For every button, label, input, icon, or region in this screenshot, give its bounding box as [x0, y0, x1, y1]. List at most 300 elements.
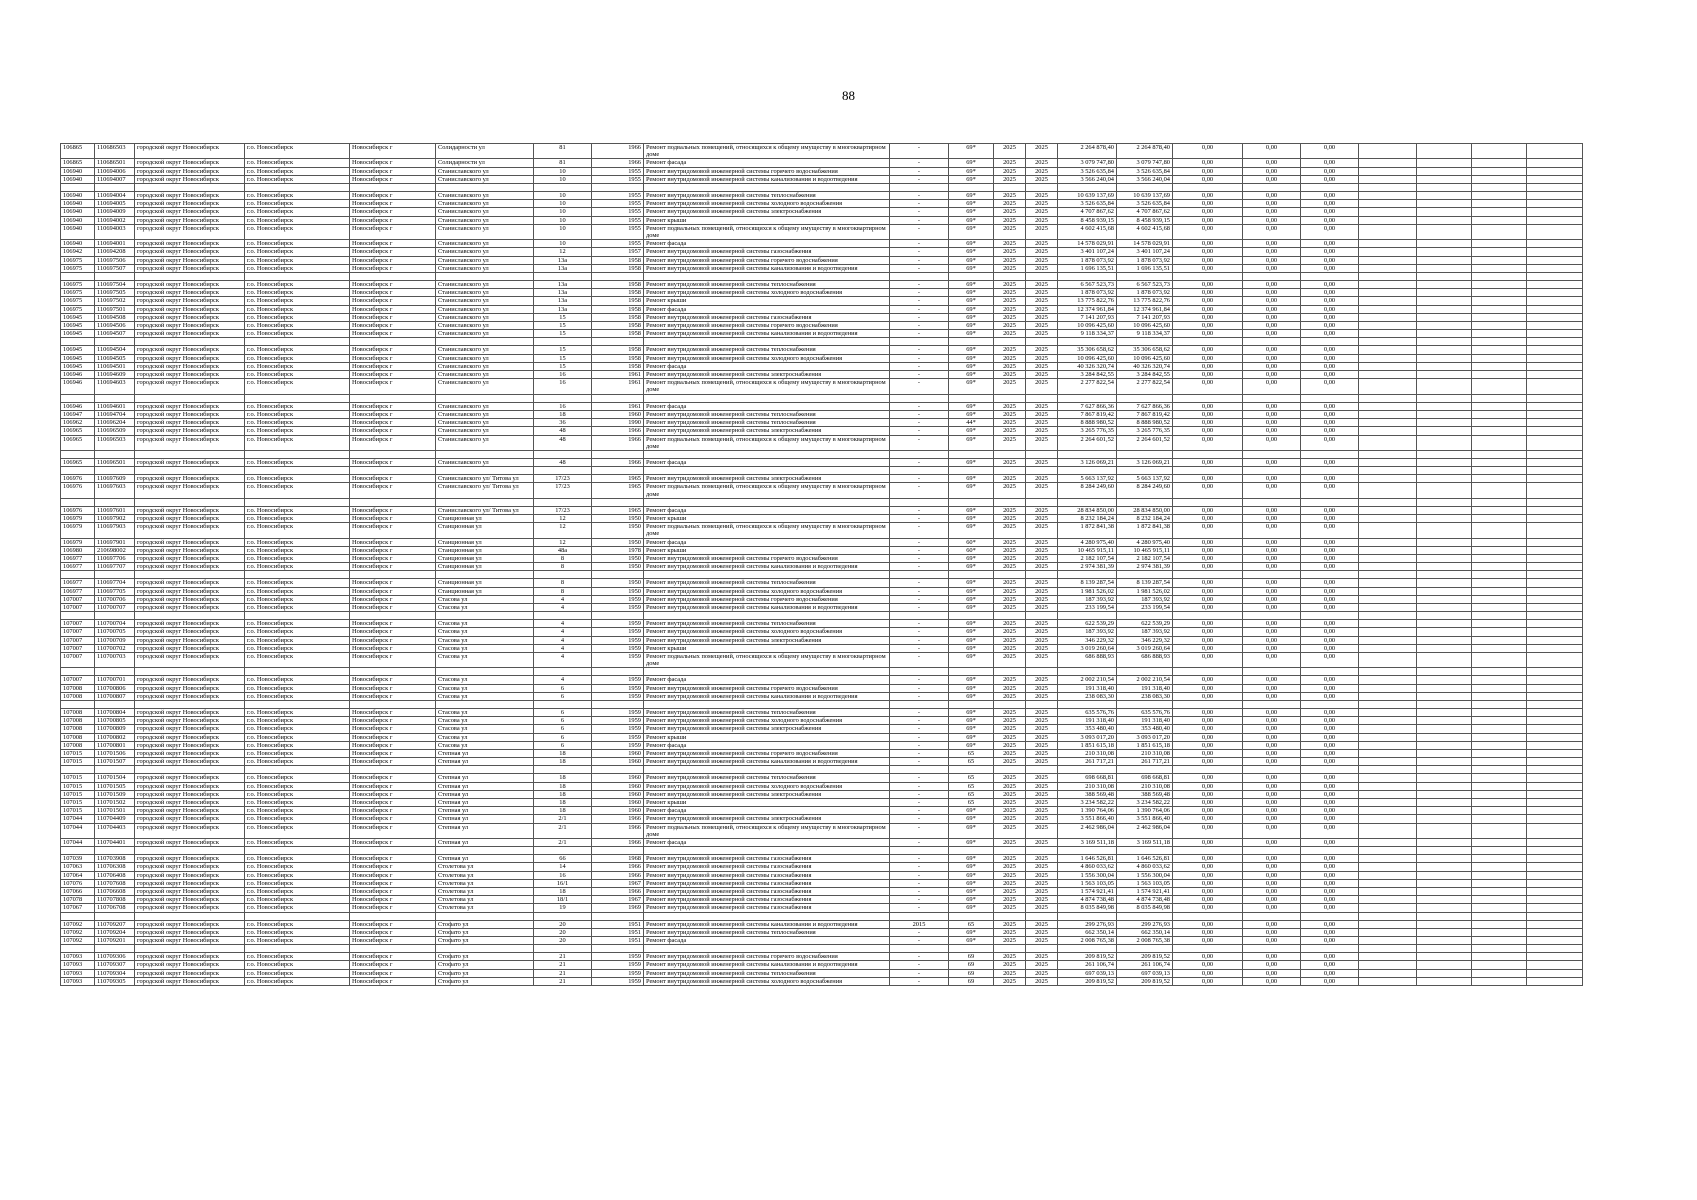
table-cell: городской округ Новосибирск	[135, 435, 245, 450]
table-cell: Станционная ул	[436, 579, 534, 587]
table-cell: 110700809	[95, 725, 135, 733]
empty-cell	[1417, 313, 1472, 321]
empty-cell	[61, 700, 95, 708]
table-cell: 110696204	[95, 419, 135, 427]
table-cell: 18	[534, 410, 592, 418]
table-cell: -	[890, 371, 949, 379]
table-cell: Станционная ул	[436, 514, 534, 522]
empty-cell	[1359, 506, 1417, 514]
table-cell: Новосибирск г	[350, 483, 436, 498]
empty-cell	[1472, 920, 1527, 928]
table-cell: 0,00	[1301, 322, 1359, 330]
table-cell: 1 556 300,04	[1058, 871, 1117, 879]
table-cell: 2025	[994, 354, 1026, 362]
empty-cell	[1417, 587, 1472, 595]
empty-cell	[1173, 450, 1243, 458]
empty-cell	[1527, 636, 1583, 644]
table-cell: 6	[534, 692, 592, 700]
empty-cell	[1359, 733, 1417, 741]
table-cell: 0,00	[1301, 371, 1359, 379]
table-cell: Степная ул	[436, 782, 534, 790]
table-cell: 0,00	[1243, 717, 1301, 725]
empty-cell	[436, 766, 534, 774]
table-cell: 0,00	[1301, 458, 1359, 466]
table-cell: 187 393,92	[1117, 628, 1173, 636]
table-cell: Станиславского ул	[436, 362, 534, 370]
empty-cell	[949, 184, 994, 192]
table-cell: 1 981 526,02	[1058, 587, 1117, 595]
table-cell: 20	[534, 920, 592, 928]
table-cell: городской округ Новосибирск	[135, 896, 245, 904]
table-cell: 261 717,21	[1058, 758, 1117, 766]
table-row	[61, 879, 1583, 887]
table-cell: 36	[534, 419, 592, 427]
table-cell: Ремонт фасада	[644, 240, 890, 248]
empty-cell	[592, 847, 644, 855]
table-cell: 69*	[949, 725, 994, 733]
table-cell: Новосибирск г	[350, 297, 436, 305]
empty-cell	[1117, 467, 1173, 475]
table-cell: 2025	[1026, 758, 1058, 766]
table-cell: 8 035 849,98	[1117, 904, 1173, 912]
table-cell: 0,00	[1243, 379, 1301, 394]
table-cell: 1959	[592, 603, 644, 611]
table-row	[61, 167, 1583, 175]
empty-cell	[1527, 571, 1583, 579]
table-cell: 1958	[592, 305, 644, 313]
table-cell: 0,00	[1173, 782, 1243, 790]
table-cell: городской округ Новосибирск	[135, 937, 245, 945]
table-cell: 2025	[994, 297, 1026, 305]
table-cell: 0,00	[1243, 144, 1301, 159]
table-cell: 110706308	[95, 863, 135, 871]
table-cell: Новосибирск г	[350, 330, 436, 338]
empty-cell	[436, 467, 534, 475]
table-cell: 10 096 425,60	[1117, 322, 1173, 330]
table-cell: 2025	[1026, 554, 1058, 562]
table-cell: -	[890, 725, 949, 733]
table-cell: 10	[534, 175, 592, 183]
table-cell: 2025	[994, 708, 1026, 716]
table-cell: 0,00	[1243, 855, 1301, 863]
table-cell: 0,00	[1243, 807, 1301, 815]
table-cell: 10	[534, 208, 592, 216]
table-cell: 0,00	[1173, 717, 1243, 725]
table-cell: 238 083,30	[1117, 692, 1173, 700]
table-cell: г.о. Новосибирск	[245, 855, 350, 863]
table-cell: Новосибирск г	[350, 758, 436, 766]
table-cell: 69*	[949, 216, 994, 224]
table-cell: 0,00	[1243, 240, 1301, 248]
table-cell: 2025	[1026, 717, 1058, 725]
table-cell: Стасова ул	[436, 708, 534, 716]
table-cell: Ремонт внутридомовой инженерной системы газоснабжения	[644, 863, 890, 871]
empty-cell	[1472, 224, 1527, 239]
empty-cell	[1527, 379, 1583, 394]
empty-cell	[1359, 362, 1417, 370]
empty-cell	[1058, 945, 1117, 953]
table-cell: Ремонт внутридомовой инженерной системы электроснабжения	[644, 790, 890, 798]
table-cell: 0,00	[1173, 514, 1243, 522]
empty-cell	[1359, 708, 1417, 716]
table-cell: 1950	[592, 523, 644, 538]
table-cell: Стофато ул	[436, 969, 534, 977]
table-cell: городской округ Новосибирск	[135, 969, 245, 977]
table-row	[61, 904, 1583, 912]
table-cell: Станиславского ул	[436, 419, 534, 427]
table-cell: 2 264 601,52	[1117, 435, 1173, 450]
empty-cell	[1301, 394, 1359, 402]
table-cell: 1 574 921,41	[1058, 888, 1117, 896]
table-row	[61, 159, 1583, 167]
table-cell: 10 465 915,11	[1058, 546, 1117, 554]
table-cell: Ремонт фасада	[644, 506, 890, 514]
table-cell: 0,00	[1243, 839, 1301, 847]
empty-cell	[890, 668, 949, 676]
empty-cell	[1117, 273, 1173, 281]
empty-cell	[1359, 612, 1417, 620]
table-cell: 1960	[592, 774, 644, 782]
table-cell: 1960	[592, 790, 644, 798]
empty-cell	[1417, 159, 1472, 167]
table-cell: Ремонт внутридомовой инженерной системы горячего водоснабжения	[644, 554, 890, 562]
table-cell: Ремонт внутридомовой инженерной системы горячего водоснабжения	[644, 750, 890, 758]
empty-cell	[1417, 192, 1472, 200]
table-cell: 2 264 601,52	[1058, 435, 1117, 450]
table-cell: 106940	[61, 208, 95, 216]
table-cell: Станиславского ул	[436, 240, 534, 248]
table-cell: городской округ Новосибирск	[135, 855, 245, 863]
table-cell: 69*	[949, 523, 994, 538]
empty-cell	[1472, 969, 1527, 977]
table-cell: 635 576,76	[1058, 708, 1117, 716]
table-cell: 2025	[994, 620, 1026, 628]
table-cell: 0,00	[1301, 281, 1359, 289]
empty-cell	[1472, 338, 1527, 346]
table-cell: -	[890, 523, 949, 538]
table-cell: г.о. Новосибирск	[245, 371, 350, 379]
table-cell: 0,00	[1173, 435, 1243, 450]
empty-cell	[95, 912, 135, 920]
empty-cell	[95, 394, 135, 402]
table-cell: 110709204	[95, 928, 135, 936]
table-cell: 2025	[994, 750, 1026, 758]
table-cell: Ремонт внутридомовой инженерной системы электроснабжения	[644, 475, 890, 483]
table-cell: 69*	[949, 676, 994, 684]
empty-cell	[350, 668, 436, 676]
table-cell: 110697901	[95, 538, 135, 546]
table-cell: 110701507	[95, 758, 135, 766]
table-cell: -	[890, 799, 949, 807]
table-cell: 69*	[949, 595, 994, 603]
table-cell: 69*	[949, 514, 994, 522]
table-cell: городской округ Новосибирск	[135, 823, 245, 838]
empty-cell	[1243, 668, 1301, 676]
empty-cell	[1527, 871, 1583, 879]
table-cell: -	[890, 636, 949, 644]
table-cell: 69*	[949, 554, 994, 562]
empty-cell	[1359, 668, 1417, 676]
table-cell: 3 526 635,84	[1058, 167, 1117, 175]
empty-cell	[1359, 523, 1417, 538]
table-cell: 0,00	[1243, 758, 1301, 766]
empty-cell	[1417, 248, 1472, 256]
table-cell: -	[890, 782, 949, 790]
table-cell: 110697601	[95, 506, 135, 514]
table-cell: 1 574 921,41	[1117, 888, 1173, 896]
table-cell: 0,00	[1243, 879, 1301, 887]
empty-cell	[1026, 450, 1058, 458]
table-cell: 13а	[534, 264, 592, 272]
table-cell: Новосибирск г	[350, 579, 436, 587]
table-row	[61, 410, 1583, 418]
empty-cell	[1359, 305, 1417, 313]
table-cell: 13 775 822,76	[1058, 297, 1117, 305]
table-cell: 2025	[994, 281, 1026, 289]
table-cell: 0,00	[1243, 708, 1301, 716]
table-cell: 3 551 866,40	[1117, 815, 1173, 823]
table-cell: Ремонт внутридомовой инженерной системы теплоснабжения	[644, 579, 890, 587]
empty-cell	[1417, 208, 1472, 216]
empty-cell	[1417, 498, 1472, 506]
empty-cell	[436, 571, 534, 579]
table-cell: 0,00	[1301, 741, 1359, 749]
empty-cell	[1026, 612, 1058, 620]
table-cell: 2025	[1026, 192, 1058, 200]
empty-cell	[1417, 264, 1472, 272]
table-cell: городской округ Новосибирск	[135, 725, 245, 733]
table-cell: Новосибирск г	[350, 676, 436, 684]
empty-cell	[1243, 273, 1301, 281]
table-cell: -	[890, 961, 949, 969]
table-cell: 69*	[949, 362, 994, 370]
empty-cell	[1472, 928, 1527, 936]
table-row	[61, 305, 1583, 313]
table-cell: 110694603	[95, 379, 135, 394]
empty-cell	[1472, 281, 1527, 289]
empty-cell	[135, 766, 245, 774]
table-cell: 44*	[949, 419, 994, 427]
row-spacer	[61, 571, 1583, 579]
table-cell: 16	[534, 371, 592, 379]
table-cell: 1 872 841,38	[1058, 523, 1117, 538]
empty-cell	[1359, 475, 1417, 483]
empty-cell	[1359, 937, 1417, 945]
table-cell: 15	[534, 354, 592, 362]
table-cell: 8	[534, 563, 592, 571]
table-cell: 106940	[61, 240, 95, 248]
row-spacer	[61, 498, 1583, 506]
table-cell: Новосибирск г	[350, 427, 436, 435]
table-cell: 69*	[949, 240, 994, 248]
table-cell: Новосибирск г	[350, 620, 436, 628]
table-cell: 2025	[1026, 419, 1058, 427]
empty-cell	[890, 847, 949, 855]
empty-cell	[1359, 692, 1417, 700]
table-cell: Ремонт внутридомовой инженерной системы газоснабжения	[644, 871, 890, 879]
table-cell: 2025	[994, 644, 1026, 652]
table-cell: 0,00	[1301, 977, 1359, 985]
empty-cell	[1417, 612, 1472, 620]
empty-cell	[1472, 379, 1527, 394]
table-cell: 8 284 249,60	[1117, 483, 1173, 498]
table-cell: 0,00	[1173, 807, 1243, 815]
table-row	[61, 354, 1583, 362]
table-cell: Станиславского ул	[436, 427, 534, 435]
table-row	[61, 435, 1583, 450]
empty-cell	[1472, 264, 1527, 272]
table-cell: 1958	[592, 354, 644, 362]
table-row	[61, 953, 1583, 961]
table-cell: 69*	[949, 871, 994, 879]
empty-cell	[1527, 847, 1583, 855]
table-cell: 3 526 635,84	[1058, 200, 1117, 208]
table-cell: Ремонт подвальных помещений, относящихся к общему имуществу в многоквартирном доме	[644, 379, 890, 394]
table-cell: Ремонт фасада	[644, 538, 890, 546]
table-cell: 110704403	[95, 823, 135, 838]
table-cell: -	[890, 167, 949, 175]
empty-cell	[949, 273, 994, 281]
empty-cell	[1243, 912, 1301, 920]
empty-cell	[592, 467, 644, 475]
table-cell: 3 079 747,80	[1117, 159, 1173, 167]
empty-cell	[1527, 208, 1583, 216]
table-cell: 2025	[1026, 708, 1058, 716]
table-cell: 2025	[1026, 281, 1058, 289]
empty-cell	[1527, 506, 1583, 514]
empty-cell	[1527, 175, 1583, 183]
empty-cell	[1472, 700, 1527, 708]
empty-cell	[350, 612, 436, 620]
empty-cell	[592, 394, 644, 402]
table-cell: Станиславского ул	[436, 458, 534, 466]
table-cell: 0,00	[1173, 419, 1243, 427]
table-cell: 0,00	[1301, 888, 1359, 896]
empty-cell	[1359, 144, 1417, 159]
table-cell: Новосибирск г	[350, 256, 436, 264]
table-cell: 2025	[1026, 863, 1058, 871]
empty-cell	[1359, 766, 1417, 774]
empty-cell	[1417, 628, 1472, 636]
empty-cell	[534, 766, 592, 774]
table-cell: г.о. Новосибирск	[245, 216, 350, 224]
table-cell: 0,00	[1173, 725, 1243, 733]
table-cell: 2025	[994, 692, 1026, 700]
table-row	[61, 563, 1583, 571]
table-cell: Ремонт внутридомовой инженерной системы горячего водоснабжения	[644, 684, 890, 692]
table-cell: 4 707 867,62	[1117, 208, 1173, 216]
empty-cell	[1173, 668, 1243, 676]
table-cell: 2025	[1026, 200, 1058, 208]
table-cell: г.о. Новосибирск	[245, 782, 350, 790]
table-cell: 12	[534, 248, 592, 256]
table-cell: 14	[534, 863, 592, 871]
table-cell: 0,00	[1301, 628, 1359, 636]
table-cell: 0,00	[1243, 554, 1301, 562]
table-cell: 65	[949, 790, 994, 798]
table-cell: 12	[534, 538, 592, 546]
empty-cell	[1472, 896, 1527, 904]
table-cell: 0,00	[1173, 855, 1243, 863]
table-cell: 1 646 526,81	[1117, 855, 1173, 863]
table-cell: 1 851 615,18	[1117, 741, 1173, 749]
table-cell: 2025	[994, 977, 1026, 985]
table-cell: 0,00	[1301, 305, 1359, 313]
table-cell: Стофато ул	[436, 928, 534, 936]
table-cell: 7 867 819,42	[1117, 410, 1173, 418]
table-cell: 4 602 415,68	[1058, 224, 1117, 239]
table-cell: 110694009	[95, 208, 135, 216]
table-cell: 2025	[1026, 330, 1058, 338]
table-cell: -	[890, 410, 949, 418]
empty-cell	[245, 338, 350, 346]
table-cell: 2025	[994, 928, 1026, 936]
table-cell: 2025	[1026, 458, 1058, 466]
table-cell: г.о. Новосибирск	[245, 322, 350, 330]
table-cell: 0,00	[1243, 871, 1301, 879]
empty-cell	[1117, 394, 1173, 402]
table-row	[61, 790, 1583, 798]
empty-cell	[949, 571, 994, 579]
table-cell: Ремонт внутридомовой инженерной системы газоснабжения	[644, 896, 890, 904]
table-cell: 0,00	[1243, 595, 1301, 603]
table-cell: 4	[534, 620, 592, 628]
table-cell: 2025	[994, 192, 1026, 200]
empty-cell	[1527, 692, 1583, 700]
empty-cell	[890, 273, 949, 281]
table-cell: 106976	[61, 475, 95, 483]
empty-cell	[949, 467, 994, 475]
empty-cell	[1472, 807, 1527, 815]
table-cell: 2025	[1026, 563, 1058, 571]
row-spacer	[61, 700, 1583, 708]
empty-cell	[1058, 394, 1117, 402]
empty-cell	[1417, 379, 1472, 394]
table-cell: -	[890, 419, 949, 427]
table-cell: 65	[949, 758, 994, 766]
table-cell: 2025	[994, 346, 1026, 354]
table-cell: 10	[534, 167, 592, 175]
table-cell: 13а	[534, 297, 592, 305]
empty-cell	[1417, 725, 1472, 733]
table-cell: -	[890, 741, 949, 749]
table-cell: -	[890, 896, 949, 904]
table-cell: 0,00	[1173, 628, 1243, 636]
empty-cell	[1417, 708, 1472, 716]
table-cell: 69*	[949, 208, 994, 216]
table-cell: городской округ Новосибирск	[135, 371, 245, 379]
table-cell: г.о. Новосибирск	[245, 815, 350, 823]
table-cell: 2015	[890, 920, 949, 928]
empty-cell	[1359, 807, 1417, 815]
table-cell: Степная ул	[436, 799, 534, 807]
table-cell: 1960	[592, 410, 644, 418]
empty-cell	[1527, 475, 1583, 483]
empty-cell	[1527, 362, 1583, 370]
table-cell: городской округ Новосибирск	[135, 458, 245, 466]
table-cell: 18/1	[534, 896, 592, 904]
table-cell: 0,00	[1243, 579, 1301, 587]
table-cell: 0,00	[1301, 733, 1359, 741]
table-cell: 2025	[994, 782, 1026, 790]
table-cell: -	[890, 264, 949, 272]
table-cell: Стасова ул	[436, 652, 534, 667]
table-cell: Ремонт внутридомовой инженерной системы газоснабжения	[644, 248, 890, 256]
table-cell: 0,00	[1243, 208, 1301, 216]
empty-cell	[890, 700, 949, 708]
table-cell: Ремонт подвальных помещений, относящихся к общему имуществу в многоквартирном доме	[644, 435, 890, 450]
table-cell: 0,00	[1301, 879, 1359, 887]
